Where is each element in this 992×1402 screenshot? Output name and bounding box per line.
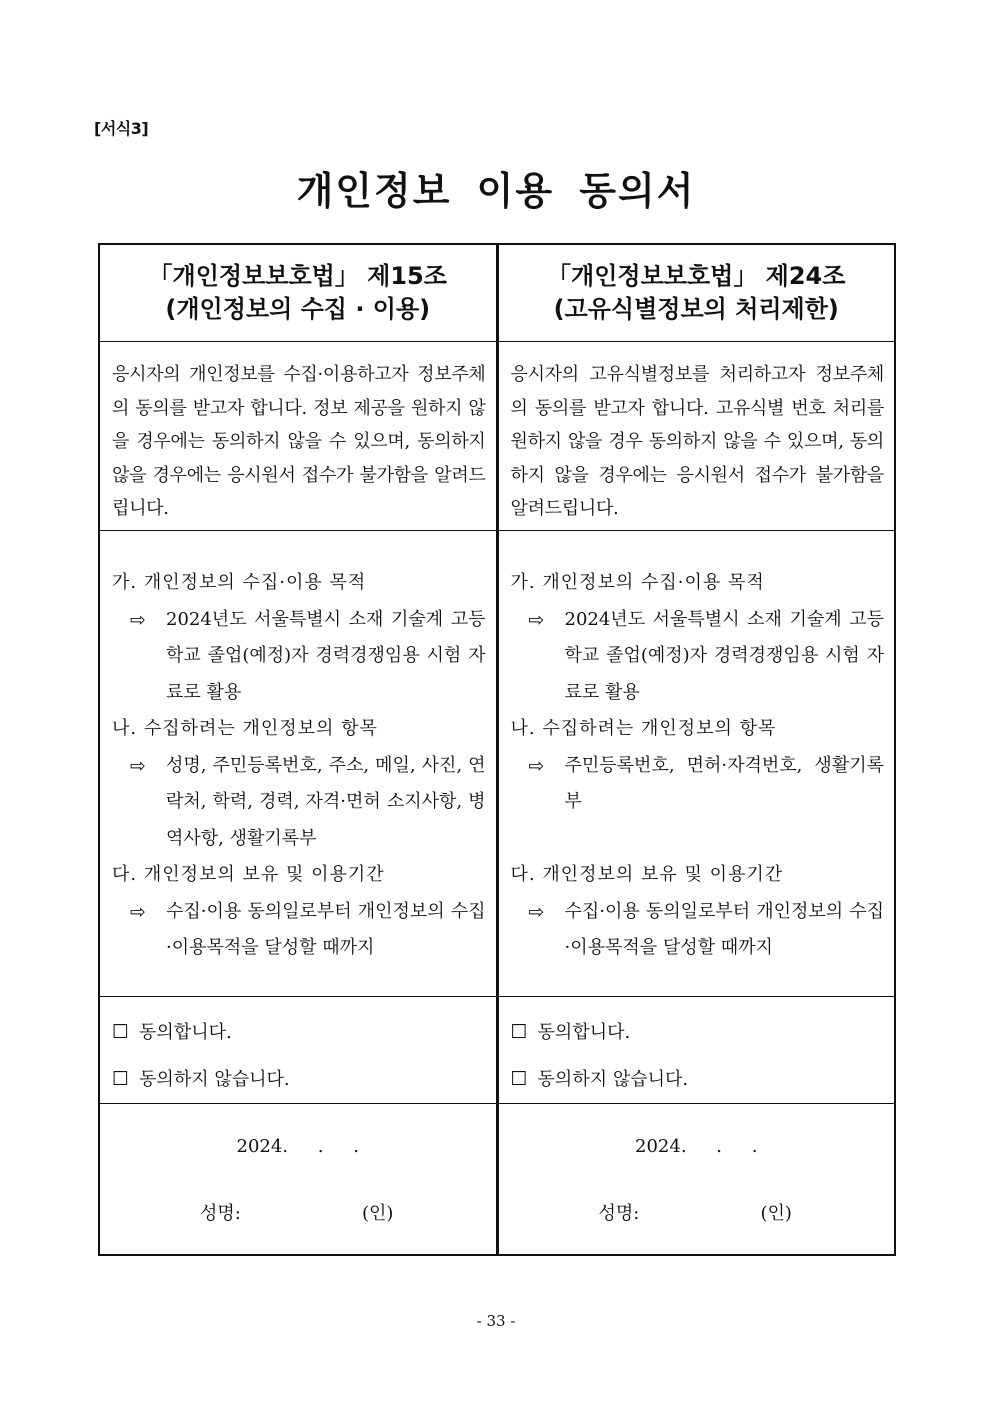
disagree-label: 동의하지 않습니다.: [537, 1069, 689, 1090]
agree-label: 동의합니다.: [537, 1022, 631, 1043]
detail-text: 2024년도 서울특별시 소재 기술계 고등학교 졸업(예정)자 경력경쟁임용 시험 자료로 활용: [564, 608, 884, 703]
disagree-label: 동의하지 않습니다.: [139, 1069, 290, 1090]
section-title-retention: 다. 개인정보의 보유 및 이용기간: [510, 864, 784, 885]
signature-cell-left: [99, 1104, 497, 1256]
items-cell-left: [99, 531, 497, 997]
agree-option[interactable]: [112, 1009, 496, 1056]
checkbox-icon[interactable]: ☐: [112, 1068, 130, 1090]
arrow-icon: ⇨: [528, 754, 545, 777]
disagree-option[interactable]: [112, 1056, 496, 1103]
signature-row: [99, 1104, 895, 1256]
header-line2: (고유식별정보의 처리제한): [553, 295, 839, 323]
arrow-icon: ⇨: [130, 900, 146, 923]
detail-text: 수집·이용 동의일로부터 개인정보의 수집·이용목적을 달성할 때까지: [166, 900, 486, 958]
intro-row: [99, 342, 895, 531]
detail-text: 수집·이용 동의일로부터 개인정보의 수집·이용목적을 달성할 때까지: [564, 900, 884, 958]
arrow-icon: ⇨: [528, 608, 545, 631]
seal-label: (인): [362, 1203, 394, 1224]
intro-cell-left: [99, 342, 497, 531]
name-label: 성명:: [200, 1203, 241, 1224]
arrow-icon: ⇨: [130, 608, 146, 631]
section-detail-items: [511, 748, 885, 821]
intro-cell-right: [497, 342, 895, 531]
section-detail-retention: [112, 894, 486, 967]
detail-text: 주민등록번호, 면허·자격번호, 생활기록부: [564, 754, 884, 812]
document-title: 개인정보 이용 동의서: [296, 169, 696, 213]
intro-text: 응시자의 개인정보를 수집·이용하고자 정보주체의 동의를 받고자 합니다. 정보 제공을 원하지 않을 경우에는 동의하지 않을 수 있으며, 동의하지 않을 경우에는 응시원서 접수가 불가함을 알려드립니다.: [112, 364, 486, 519]
section-title-retention: 다. 개인정보의 보유 및 이용기간: [112, 864, 385, 885]
section-title-purpose: 가. 개인정보의 수집·이용 목적: [112, 572, 367, 593]
agree-label: 동의합니다.: [139, 1022, 232, 1043]
signature-date: 2024. . .: [236, 1136, 359, 1157]
choice-cell-right: [497, 997, 895, 1104]
items-row: [99, 531, 895, 997]
form-label: [서식3]: [94, 119, 149, 138]
section-title-items: 나. 수집하려는 개인정보의 항목: [510, 718, 777, 739]
agree-option[interactable]: [511, 1009, 895, 1056]
detail-text: 성명, 주민등록번호, 주소, 메일, 사진, 연락처, 학력, 경력, 자격·면허 소지사항, 병역사항, 생활기록부: [166, 754, 486, 849]
section-detail-purpose: [511, 602, 885, 712]
header-line2: (개인정보의 수집 · 이용): [165, 295, 431, 323]
name-label: 성명:: [598, 1203, 640, 1224]
signature-line: [100, 1199, 496, 1229]
items-cell-right: [497, 531, 895, 997]
section-title-purpose: 가. 개인정보의 수집·이용 목적: [510, 572, 765, 593]
arrow-icon: ⇨: [130, 754, 146, 777]
disagree-option[interactable]: [511, 1056, 895, 1103]
header-cell-article24: [497, 244, 895, 342]
checkbox-icon[interactable]: ☐: [112, 1021, 130, 1043]
choice-cell-left: [99, 997, 497, 1104]
section-detail-items: [112, 748, 486, 858]
signature-line: [499, 1199, 895, 1229]
page-number: - 33 -: [476, 1312, 516, 1330]
signature-cell-right: [497, 1104, 895, 1256]
checkbox-icon[interactable]: ☐: [510, 1021, 528, 1043]
header-cell-article15: [99, 244, 497, 342]
arrow-icon: ⇨: [528, 900, 545, 923]
section-detail-purpose: [112, 602, 486, 712]
seal-label: (인): [760, 1203, 792, 1224]
section-title-items: 나. 수집하려는 개인정보의 항목: [112, 718, 378, 739]
spacer: [511, 821, 885, 858]
header-row: [99, 244, 895, 342]
checkbox-icon[interactable]: ☐: [510, 1068, 528, 1090]
intro-text: 응시자의 고유식별정보를 처리하고자 정보주체의 동의를 받고자 합니다. 고유식별 번호 처리를 원하지 않을 경우 동의하지 않을 수 있으며, 동의하지 않을 경우에는 응시원서 접수가 불가함을 알려드립니다.: [510, 364, 884, 519]
section-detail-retention: [511, 894, 885, 967]
signature-date: 2024. . .: [635, 1136, 758, 1157]
choice-row: [99, 997, 895, 1104]
header-line1: 「개인정보보호법」 제24조: [547, 262, 846, 290]
consent-table: [98, 243, 896, 1256]
header-line1: 「개인정보보호법」 제15조: [148, 262, 447, 290]
detail-text: 2024년도 서울특별시 소재 기술계 고등학교 졸업(예정)자 경력경쟁임용 시험 자료로 활용: [166, 608, 486, 703]
